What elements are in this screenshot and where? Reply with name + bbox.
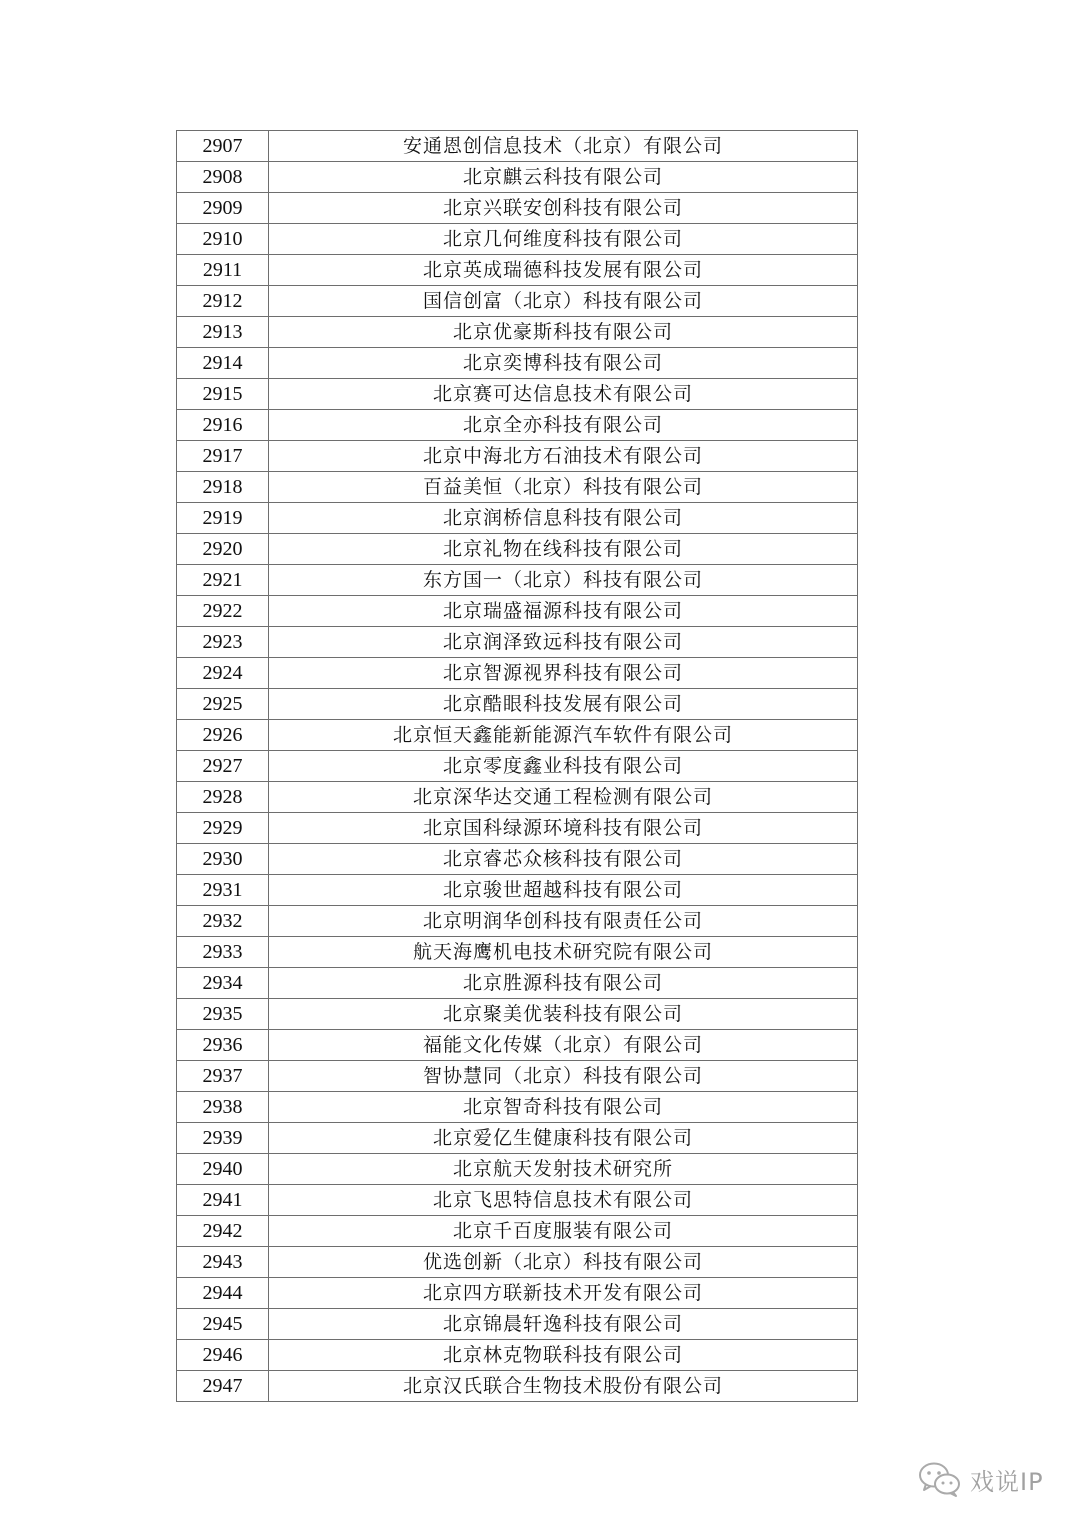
row-number-cell: 2937 bbox=[177, 1061, 269, 1092]
row-number-cell: 2908 bbox=[177, 162, 269, 193]
table-row bbox=[177, 1185, 858, 1216]
company-name-cell: 北京爱亿生健康科技有限公司 bbox=[269, 1123, 858, 1154]
table-row bbox=[177, 1154, 858, 1185]
row-number-cell: 2921 bbox=[177, 565, 269, 596]
table-row bbox=[177, 317, 858, 348]
watermark-text: 戏说IP bbox=[970, 1467, 1044, 1496]
table-row bbox=[177, 1340, 858, 1371]
company-name-cell: 北京麒云科技有限公司 bbox=[269, 162, 858, 193]
table-row bbox=[177, 441, 858, 472]
table-row bbox=[177, 782, 858, 813]
row-number-cell: 2913 bbox=[177, 317, 269, 348]
watermark bbox=[918, 1457, 1044, 1501]
table-row bbox=[177, 1061, 858, 1092]
row-number-cell: 2938 bbox=[177, 1092, 269, 1123]
row-number-cell: 2942 bbox=[177, 1216, 269, 1247]
table-row bbox=[177, 968, 858, 999]
company-name-cell: 北京智源视界科技有限公司 bbox=[269, 658, 858, 689]
table-row bbox=[177, 844, 858, 875]
table-row bbox=[177, 224, 858, 255]
table-row bbox=[177, 534, 858, 565]
table-row bbox=[177, 658, 858, 689]
table-row bbox=[177, 999, 858, 1030]
row-number-cell: 2945 bbox=[177, 1309, 269, 1340]
row-number-cell: 2941 bbox=[177, 1185, 269, 1216]
row-number-cell: 2936 bbox=[177, 1030, 269, 1061]
row-number-cell: 2915 bbox=[177, 379, 269, 410]
table-row bbox=[177, 131, 858, 162]
row-number-cell: 2927 bbox=[177, 751, 269, 782]
company-name-cell: 安通恩创信息技术（北京）有限公司 bbox=[269, 131, 858, 162]
company-name-cell: 北京睿芯众核科技有限公司 bbox=[269, 844, 858, 875]
company-name-cell: 北京聚美优装科技有限公司 bbox=[269, 999, 858, 1030]
table-row bbox=[177, 627, 858, 658]
row-number-cell: 2918 bbox=[177, 472, 269, 503]
company-name-cell: 北京骏世超越科技有限公司 bbox=[269, 875, 858, 906]
table-row bbox=[177, 751, 858, 782]
company-name-cell: 北京英成瑞德科技发展有限公司 bbox=[269, 255, 858, 286]
row-number-cell: 2923 bbox=[177, 627, 269, 658]
row-number-cell: 2934 bbox=[177, 968, 269, 999]
row-number-cell: 2910 bbox=[177, 224, 269, 255]
company-name-cell: 北京瑞盛福源科技有限公司 bbox=[269, 596, 858, 627]
wechat-icon bbox=[918, 1460, 962, 1498]
company-name-cell: 北京全亦科技有限公司 bbox=[269, 410, 858, 441]
row-number-cell: 2931 bbox=[177, 875, 269, 906]
company-name-cell: 北京恒天鑫能新能源汽车软件有限公司 bbox=[269, 720, 858, 751]
table-row bbox=[177, 813, 858, 844]
row-number-cell: 2940 bbox=[177, 1154, 269, 1185]
row-number-cell: 2929 bbox=[177, 813, 269, 844]
company-name-cell: 北京林克物联科技有限公司 bbox=[269, 1340, 858, 1371]
company-name-cell: 北京优豪斯科技有限公司 bbox=[269, 317, 858, 348]
company-name-cell: 北京润泽致远科技有限公司 bbox=[269, 627, 858, 658]
row-number-cell: 2947 bbox=[177, 1371, 269, 1402]
company-name-cell: 北京兴联安创科技有限公司 bbox=[269, 193, 858, 224]
table-row bbox=[177, 1123, 858, 1154]
row-number-cell: 2933 bbox=[177, 937, 269, 968]
row-number-cell: 2912 bbox=[177, 286, 269, 317]
table-row bbox=[177, 379, 858, 410]
company-name-cell: 北京零度鑫业科技有限公司 bbox=[269, 751, 858, 782]
row-number-cell: 2919 bbox=[177, 503, 269, 534]
company-name-cell: 优选创新（北京）科技有限公司 bbox=[269, 1247, 858, 1278]
company-name-cell: 北京深华达交通工程检测有限公司 bbox=[269, 782, 858, 813]
row-number-cell: 2922 bbox=[177, 596, 269, 627]
table-row bbox=[177, 348, 858, 379]
row-number-cell: 2932 bbox=[177, 906, 269, 937]
company-name-cell: 北京明润华创科技有限责任公司 bbox=[269, 906, 858, 937]
table-row bbox=[177, 255, 858, 286]
company-name-cell: 北京智奇科技有限公司 bbox=[269, 1092, 858, 1123]
table-row bbox=[177, 565, 858, 596]
table-row bbox=[177, 1216, 858, 1247]
table-row bbox=[177, 1309, 858, 1340]
table-row bbox=[177, 503, 858, 534]
table-row bbox=[177, 1278, 858, 1309]
row-number-cell: 2924 bbox=[177, 658, 269, 689]
table-row bbox=[177, 472, 858, 503]
company-name-cell: 北京礼物在线科技有限公司 bbox=[269, 534, 858, 565]
company-name-cell: 智协慧同（北京）科技有限公司 bbox=[269, 1061, 858, 1092]
company-list-table bbox=[176, 130, 858, 1402]
company-name-cell: 北京胜源科技有限公司 bbox=[269, 968, 858, 999]
row-number-cell: 2939 bbox=[177, 1123, 269, 1154]
company-name-cell: 北京中海北方石油技术有限公司 bbox=[269, 441, 858, 472]
company-name-cell: 东方国一（北京）科技有限公司 bbox=[269, 565, 858, 596]
company-name-cell: 国信创富（北京）科技有限公司 bbox=[269, 286, 858, 317]
row-number-cell: 2920 bbox=[177, 534, 269, 565]
company-name-cell: 百益美恒（北京）科技有限公司 bbox=[269, 472, 858, 503]
company-name-cell: 北京四方联新技术开发有限公司 bbox=[269, 1278, 858, 1309]
table-row bbox=[177, 875, 858, 906]
company-name-cell: 北京赛可达信息技术有限公司 bbox=[269, 379, 858, 410]
table-row bbox=[177, 1030, 858, 1061]
row-number-cell: 2911 bbox=[177, 255, 269, 286]
table-row bbox=[177, 410, 858, 441]
row-number-cell: 2944 bbox=[177, 1278, 269, 1309]
row-number-cell: 2914 bbox=[177, 348, 269, 379]
table-row bbox=[177, 1247, 858, 1278]
row-number-cell: 2916 bbox=[177, 410, 269, 441]
table-row bbox=[177, 689, 858, 720]
row-number-cell: 2946 bbox=[177, 1340, 269, 1371]
table-row bbox=[177, 1371, 858, 1402]
row-number-cell: 2907 bbox=[177, 131, 269, 162]
company-name-cell: 北京锦晨轩逸科技有限公司 bbox=[269, 1309, 858, 1340]
table-row bbox=[177, 906, 858, 937]
table-row bbox=[177, 937, 858, 968]
company-name-cell: 福能文化传媒（北京）有限公司 bbox=[269, 1030, 858, 1061]
company-name-cell: 北京国科绿源环境科技有限公司 bbox=[269, 813, 858, 844]
table-row bbox=[177, 720, 858, 751]
row-number-cell: 2935 bbox=[177, 999, 269, 1030]
row-number-cell: 2917 bbox=[177, 441, 269, 472]
table-body bbox=[177, 131, 858, 1402]
company-name-cell: 北京汉氏联合生物技术股份有限公司 bbox=[269, 1371, 858, 1402]
row-number-cell: 2930 bbox=[177, 844, 269, 875]
company-name-cell: 北京酷眼科技发展有限公司 bbox=[269, 689, 858, 720]
table-row bbox=[177, 596, 858, 627]
row-number-cell: 2925 bbox=[177, 689, 269, 720]
table-row bbox=[177, 193, 858, 224]
company-name-cell: 北京润桥信息科技有限公司 bbox=[269, 503, 858, 534]
company-name-cell: 航天海鹰机电技术研究院有限公司 bbox=[269, 937, 858, 968]
company-name-cell: 北京千百度服装有限公司 bbox=[269, 1216, 858, 1247]
company-name-cell: 北京几何维度科技有限公司 bbox=[269, 224, 858, 255]
company-name-cell: 北京奕博科技有限公司 bbox=[269, 348, 858, 379]
row-number-cell: 2909 bbox=[177, 193, 269, 224]
table-row bbox=[177, 286, 858, 317]
row-number-cell: 2926 bbox=[177, 720, 269, 751]
table-row bbox=[177, 162, 858, 193]
table-row bbox=[177, 1092, 858, 1123]
row-number-cell: 2943 bbox=[177, 1247, 269, 1278]
company-name-cell: 北京航天发射技术研究所 bbox=[269, 1154, 858, 1185]
company-name-cell: 北京飞思特信息技术有限公司 bbox=[269, 1185, 858, 1216]
row-number-cell: 2928 bbox=[177, 782, 269, 813]
